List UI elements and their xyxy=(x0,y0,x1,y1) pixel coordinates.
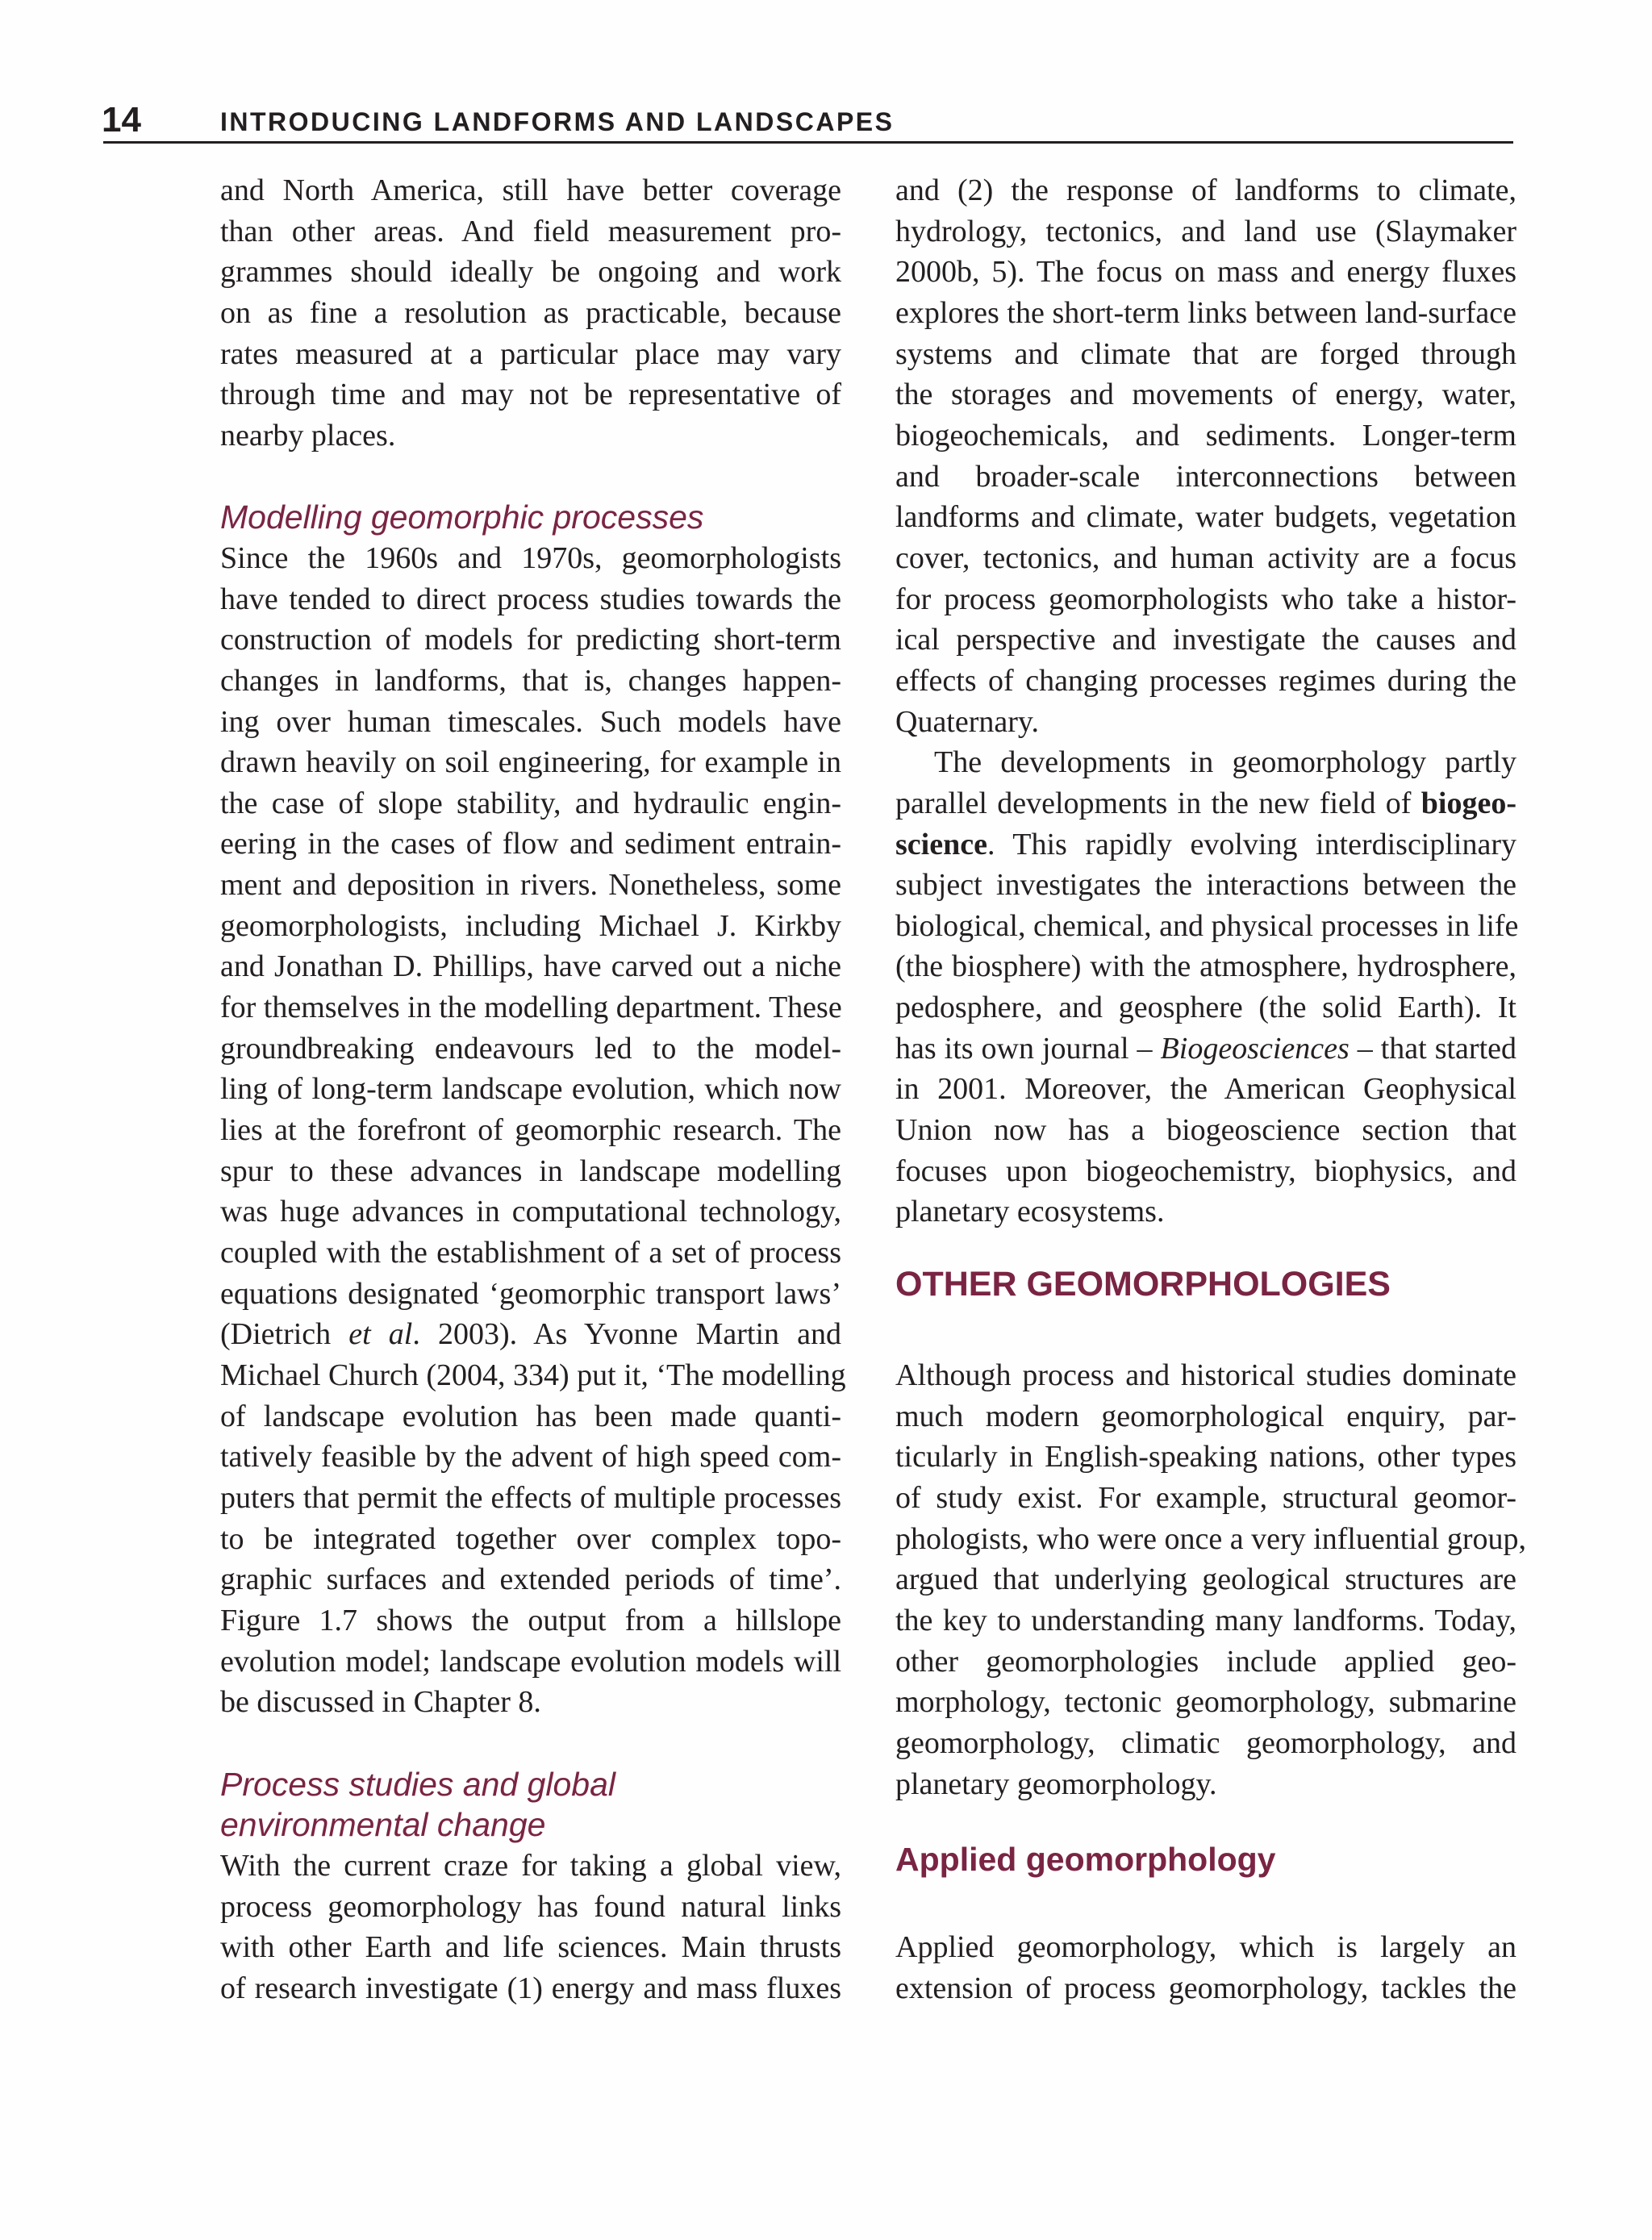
subheading-process-studies: Process studies and global xyxy=(220,1765,616,1803)
running-title: INTRODUCING LANDFORMS AND LANDSCAPES xyxy=(220,107,895,136)
text-line: graphic surfaces and extended periods of time’. xyxy=(220,1562,841,1597)
text-line: ment and deposition in rivers. Nonetheless, some xyxy=(220,868,841,903)
text-line: Quaternary. xyxy=(895,704,1039,739)
text-line: Figure 1.7 shows the output from a hillslope xyxy=(220,1603,841,1637)
text-line: lies at the forefront of geomorphic research. The xyxy=(220,1113,841,1148)
paragraph xyxy=(220,170,841,457)
text-line: spur to these advances in landscape modelling xyxy=(220,1153,841,1188)
text-line: was huge advances in computational technology, xyxy=(220,1195,841,1229)
subsection-heading-applied: Applied geomorphology xyxy=(895,1841,1276,1879)
emphasized-text: Biogeosciences xyxy=(1160,1031,1350,1066)
text-line: ticularly in English-speaking nations, other types xyxy=(895,1440,1516,1475)
text-line: the key to understanding many landforms. Today, xyxy=(895,1604,1516,1637)
text-line: landforms and climate, water budgets, vegetation xyxy=(895,500,1516,535)
text-line: planetary geomorphology. xyxy=(895,1767,1217,1801)
text-line: of landscape evolution has been made quanti- xyxy=(220,1399,841,1433)
text-line: hydrology, tectonics, and land use (Slaymaker xyxy=(895,214,1516,248)
text-line: Since the 1960s and 1970s, geomorphologists xyxy=(220,540,841,575)
section-heading-other-geomorphologies: OTHER GEOMORPHOLOGIES xyxy=(895,1265,1391,1304)
emphasized-text: science xyxy=(895,827,987,861)
text-line: the storages and movements of energy, water, xyxy=(895,378,1516,412)
subsection-heading-block xyxy=(895,1804,1516,1927)
text-line: and broader-scale interconnections between xyxy=(895,459,1516,494)
text-line: 2000b, 5). The focus on mass and energy fluxes xyxy=(895,255,1516,290)
section-heading-block xyxy=(895,1233,1516,1355)
text-line: of study exist. For example, structural geomor- xyxy=(895,1481,1516,1516)
text-line: nearby places. xyxy=(220,418,396,453)
text-line: cover, tectonics, and human activity are a focus xyxy=(895,540,1516,575)
text-segment: parallel developments in the new field of xyxy=(895,786,1421,820)
paragraph xyxy=(895,1927,1516,2008)
text-line: rates measured at a particular place may vary xyxy=(220,336,841,371)
text-line: eering in the cases of flow and sediment entrain- xyxy=(220,827,841,861)
text-line: in 2001. Moreover, the American Geophysical xyxy=(895,1072,1516,1107)
text-line: biogeochemicals, and sediments. Longer-term xyxy=(895,418,1516,453)
subheading-process-studies-cont: environmental change xyxy=(220,1806,546,1844)
text-line: With the current craze for taking a global view, xyxy=(220,1848,841,1883)
text-line: for themselves in the modelling department. These xyxy=(220,991,842,1025)
text-line: drawn heavily on soil engineering, for example in xyxy=(220,745,841,780)
text-line: focuses upon biogeochemistry, biophysics, and xyxy=(895,1153,1516,1188)
text-line: much modern geomorphological enquiry, par- xyxy=(895,1399,1516,1433)
spacer xyxy=(220,1723,841,1764)
text-segment: – that started xyxy=(1349,1031,1516,1066)
emphasized-text: biogeo- xyxy=(1420,786,1516,820)
page-number: 14 xyxy=(102,100,141,140)
text-line: explores the short-term links between land-surface xyxy=(895,295,1516,330)
text-line: and North America, still have better coverage xyxy=(220,173,841,207)
text-segment: has its own journal – xyxy=(895,1031,1161,1066)
text-line: construction of models for predicting short-term xyxy=(220,623,841,657)
text-line: (the biosphere) with the atmosphere, hydrosphere, xyxy=(895,949,1516,984)
text-line: extension of process geomorphology, tackles the xyxy=(895,1971,1516,2005)
text-line: process geomorphology has found natural links xyxy=(220,1889,841,1924)
text-line: effects of changing processes regimes during the xyxy=(895,663,1516,698)
paragraph xyxy=(895,170,1516,742)
left-column xyxy=(220,170,846,2009)
subheading-block xyxy=(220,457,841,538)
text-line: systems and climate that are forged through xyxy=(895,336,1516,371)
text-line: have tended to direct process studies towards the xyxy=(220,582,841,616)
paragraph xyxy=(895,742,1519,1233)
text-line: ing over human timescales. Such models have xyxy=(220,704,841,739)
text-line: other geomorphologies include applied geo- xyxy=(895,1644,1516,1679)
text-line: be discussed in Chapter 8. xyxy=(220,1685,541,1720)
text-line: tatively feasible by the advent of high speed com- xyxy=(220,1440,841,1475)
text-line: on as fine a resolution as practicable, because xyxy=(220,295,841,330)
text-line: ical perspective and investigate the causes and xyxy=(895,623,1516,657)
text-line: Union now has a biogeoscience section that xyxy=(895,1113,1516,1148)
text-line xyxy=(220,1314,841,1355)
text-line: pedosphere, and geosphere (the solid Earth). It xyxy=(895,991,1516,1025)
text-line: argued that underlying geological structures are xyxy=(895,1562,1516,1597)
text-line: phologists, who were once a very influential group, xyxy=(895,1521,1526,1556)
text-line: planetary ecosystems. xyxy=(895,1195,1165,1229)
text-line: changes in landforms, that is, changes happen- xyxy=(220,663,841,698)
text-line: and (2) the response of landforms to climate, xyxy=(895,173,1516,207)
text-line: Michael Church (2004, 334) put it, ‘The modelling xyxy=(220,1358,846,1393)
text-line: groundbreaking endeavours led to the model- xyxy=(220,1031,841,1066)
text-line: to be integrated together over complex topo- xyxy=(220,1521,841,1556)
text-line: ling of long-term landscape evolution, which now xyxy=(220,1072,841,1107)
text-segment: . This rapidly evolving interdisciplinary xyxy=(987,827,1516,861)
text-line xyxy=(895,1028,1516,1070)
text-line: grammes should ideally be ongoing and work xyxy=(220,255,841,290)
text-line: biological, chemical, and physical processes in life xyxy=(895,908,1519,943)
text-line: and Jonathan D. Phillips, have carved out a niche xyxy=(220,949,841,984)
text-segment: (Dietrich xyxy=(220,1317,349,1352)
text-line: geomorphologists, including Michael J. Kirkby xyxy=(220,908,841,943)
text-line: subject investigates the interactions between the xyxy=(895,868,1516,903)
text-line: The developments in geomorphology partly xyxy=(934,745,1516,780)
text-segment: . 2003). As Yvonne Martin and xyxy=(412,1317,841,1352)
text-line: equations designated ‘geomorphic transport laws’ xyxy=(220,1276,841,1311)
text-line: than other areas. And field measurement pro- xyxy=(220,214,841,248)
text-line: Although process and historical studies dominate xyxy=(895,1358,1516,1393)
text-line: geomorphology, climatic geomorphology, and xyxy=(895,1725,1516,1760)
paragraph xyxy=(220,1846,841,2009)
paragraph xyxy=(220,538,846,1723)
text-line: with other Earth and life sciences. Main thrusts xyxy=(220,1930,841,1965)
text-line: of research investigate (1) energy and mass fluxes xyxy=(220,1971,841,2005)
subheading-modelling: Modelling geomorphic processes xyxy=(220,498,704,536)
text-line: morphology, tectonic geomorphology, submarine xyxy=(895,1685,1516,1720)
paragraph xyxy=(895,1355,1526,1804)
text-line xyxy=(895,824,1516,866)
text-line: for process geomorphologists who take a histor- xyxy=(895,582,1516,616)
text-line: evolution model; landscape evolution models will xyxy=(220,1644,841,1679)
emphasized-text: et al xyxy=(348,1317,413,1352)
text-line: the case of slope stability, and hydraulic engin- xyxy=(220,786,841,820)
text-line: coupled with the establishment of a set of process xyxy=(220,1236,841,1270)
text-line: Applied geomorphology, which is largely an xyxy=(895,1930,1516,1965)
text-line: through time and may not be representative of xyxy=(220,378,841,412)
text-line: puters that permit the effects of multiple processes xyxy=(220,1480,841,1515)
header-rule xyxy=(103,141,1513,144)
text-line xyxy=(895,783,1516,824)
right-column xyxy=(895,170,1526,2009)
